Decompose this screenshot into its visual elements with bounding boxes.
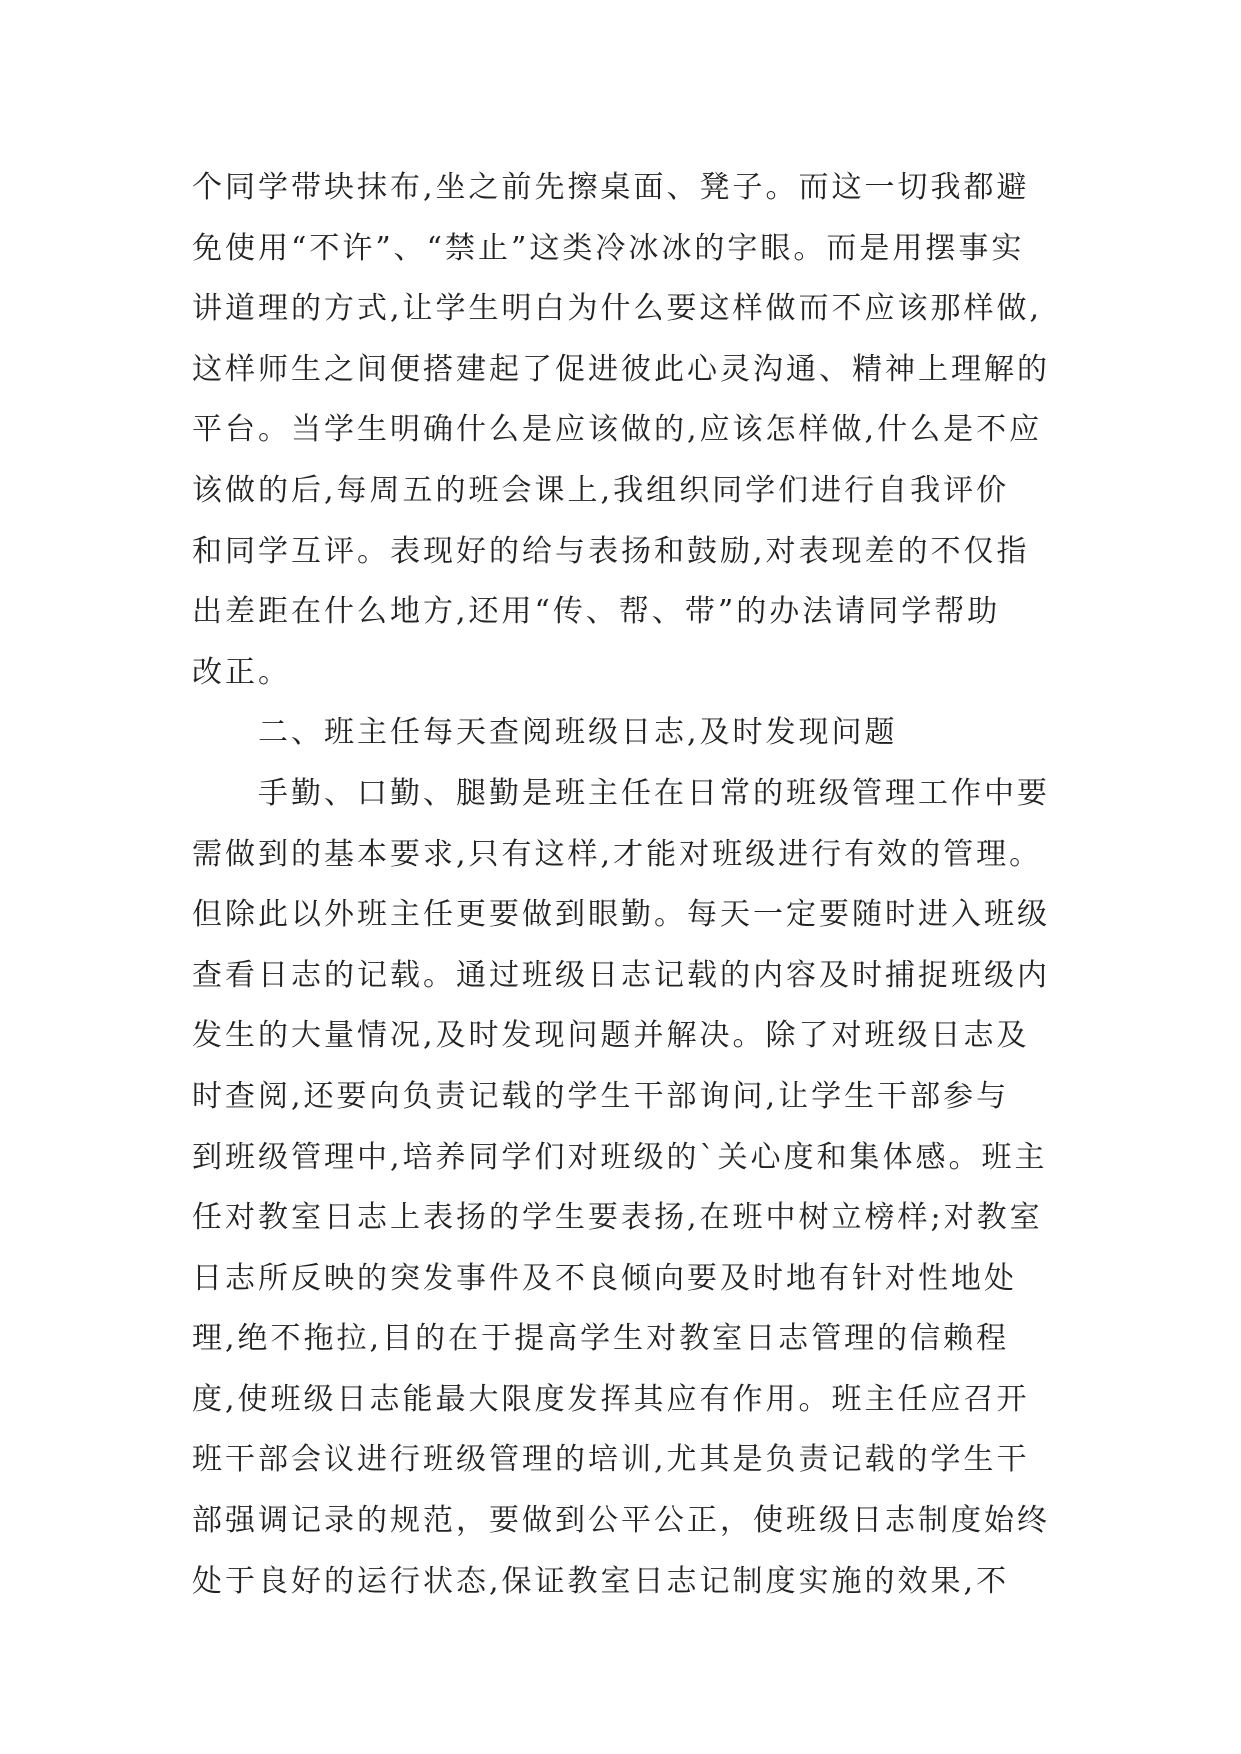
text-line: 度,使班级日志能最大限度发挥其应有作用。班主任应召开 — [192, 1381, 1030, 1417]
text-line: 改正。 — [192, 654, 291, 690]
text-line: 处于良好的运行状态,保证教室日志记制度实施的效果,不 — [192, 1563, 1010, 1599]
text-line: 和同学互评。表现好的给与表扬和鼓励,对表现差的不仅指 — [192, 533, 1030, 569]
text-line: 平台。当学生明确什么是应该做的,应该怎样做,什么是不应 — [192, 412, 1043, 448]
text-line: 到班级管理中,培养同学们对班级的`关心度和集体感。班主 — [192, 1139, 1048, 1175]
text-line: 免使用“不许”、“禁止”这类冷冰冰的字眼。而是用摆事实 — [192, 230, 1025, 266]
text-line: 日志所反映的突发事件及不良倾向要及时地有针对性地处 — [192, 1260, 1017, 1296]
text-line: 班干部会议进行班级管理的培训,尤其是负责记载的学生干 — [192, 1442, 1030, 1478]
text-line: 时查阅,还要向负责记载的学生干部询问,让学生干部参与 — [192, 1078, 1010, 1114]
text-line: 理,绝不拖拉,目的在于提高学生对教室日志管理的信赖程 — [192, 1321, 1010, 1357]
paragraph-first-line: 手勤、口勤、腿勤是班主任在日常的班级管理工作中要 — [258, 775, 1050, 811]
text-line: 个同学带块抹布,坐之前先擦桌面、凳子。而这一切我都避 — [192, 170, 1030, 205]
text-line: 讲道理的方式,让学生明白为什么要这样做而不应该那样做, — [192, 291, 1043, 327]
text-line: 部强调记录的规范，要做到公平公正，使班级日志制度始终 — [192, 1503, 1050, 1539]
text-line: 这样师生之间便搭建起了促进彼此心灵沟通、精神上理解的 — [192, 351, 1050, 387]
text-line: 该做的后,每周五的班会课上,我组织同学们进行自我评价 — [192, 472, 1010, 508]
text-line: 需做到的基本要求,只有这样,才能对班级进行有效的管理。 — [192, 836, 1043, 872]
document-body — [192, 158, 1060, 1612]
section-heading: 二、班主任每天查阅班级日志,及时发现问题 — [258, 715, 898, 751]
text-line: 发生的大量情况,及时发现问题并解决。除了对班级日志及 — [192, 1018, 1030, 1054]
text-line: 查看日志的记载。通过班级日志记载的内容及时捕捉班级内 — [192, 957, 1050, 993]
text-line: 出差距在什么地方,还用“传、帮、带”的办法请同学帮助 — [192, 594, 1001, 630]
text-line: 任对教室日志上表扬的学生要表扬,在班中树立榜样;对教室 — [192, 1200, 1043, 1236]
text-line: 但除此以外班主任更要做到眼勤。每天一定要随时进入班级 — [192, 897, 1050, 933]
